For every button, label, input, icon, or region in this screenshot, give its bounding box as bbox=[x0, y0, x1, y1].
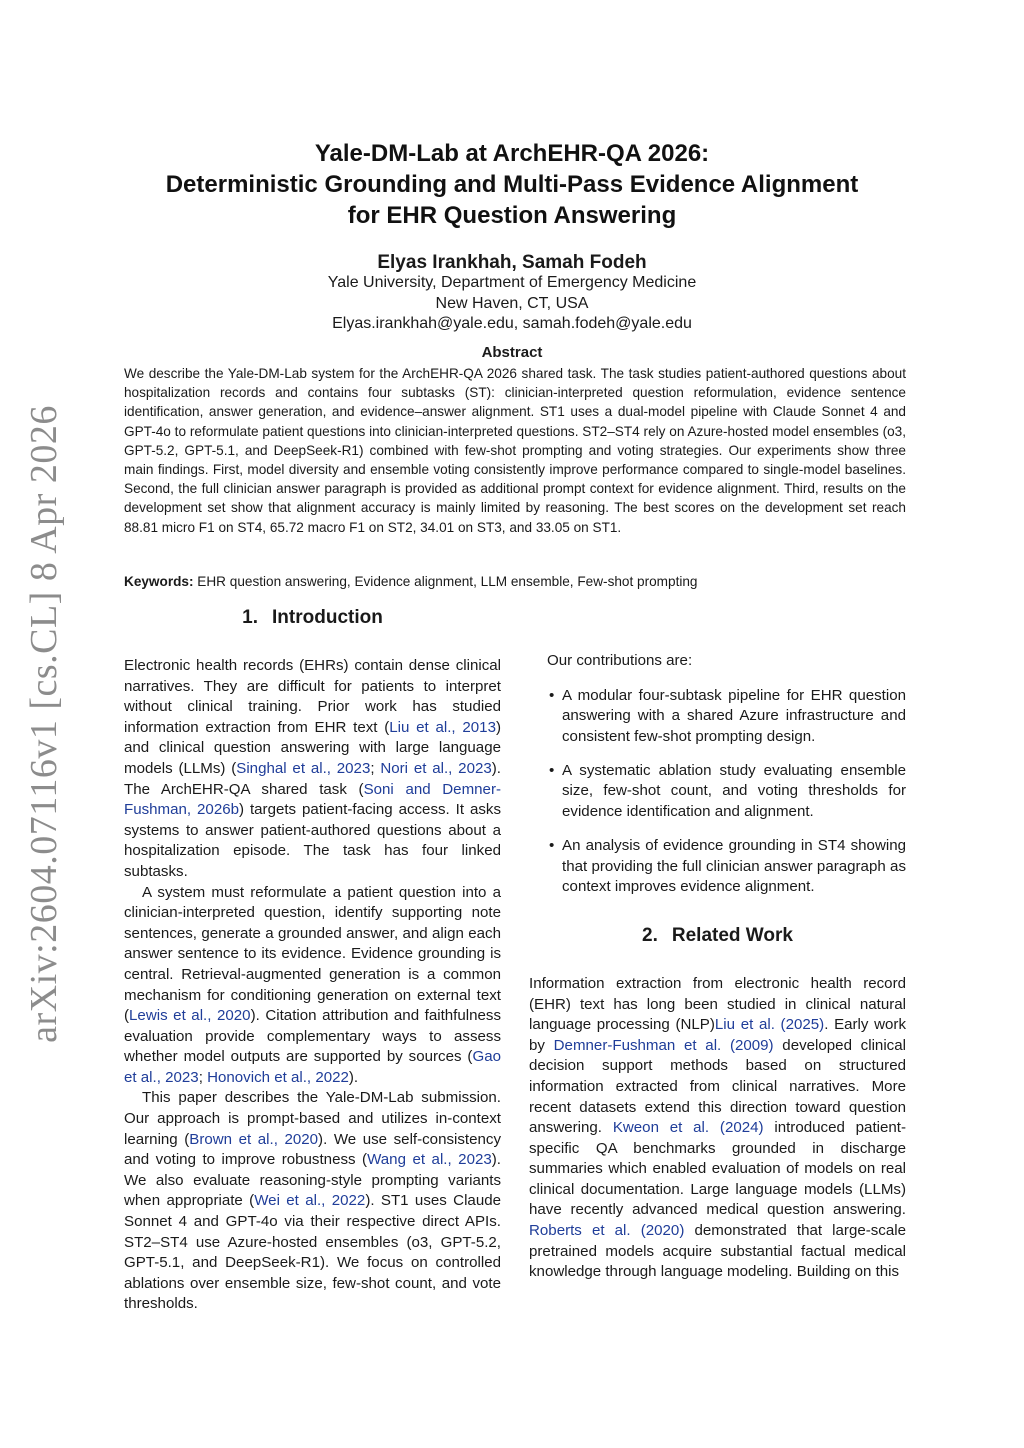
section-title: Introduction bbox=[272, 607, 383, 628]
authors: Elyas Irankhah, Samah Fodeh bbox=[377, 252, 647, 273]
affiliation-line: Yale University, Department of Emergency Medicine bbox=[327, 274, 697, 291]
abstract-heading: Abstract bbox=[481, 344, 543, 361]
citation-link[interactable]: Wei et al., 2022 bbox=[254, 1192, 366, 1210]
bullet-icon: • bbox=[549, 686, 555, 704]
section-heading-introduction bbox=[124, 606, 501, 630]
citation-link[interactable]: Kweon et al. (2024) bbox=[612, 1119, 764, 1137]
paper-title bbox=[112, 138, 912, 231]
bullet-icon: • bbox=[549, 761, 555, 779]
arxiv-identifier-text: arXiv:2604.07116v1 [cs.CL] 8 Apr 2026 bbox=[23, 405, 65, 1043]
citation-link[interactable]: Liu et al., 2013 bbox=[389, 718, 496, 736]
intro-paragraph-3: This paper describes the Yale-DM-Lab submission. Our approach is prompt-based and utilizes in-context learning (Brown et al., 2020). We use self-consistency and voting to improve robustness (Wang et al., 2023). We also evaluate reasoning-style prompting variants when appropriate (Wei et al., 2022). ST1 uses Claude Sonnet 4 and GPT-4o via their respective direct APIs. ST2–ST4 use Azure-hosted ensembles (o3, GPT-5.2, GPT-5.1, and DeepSeek-R1). We focus on controlled ablations over ensemble size, few-shot count, and vote thresholds. bbox=[124, 1089, 502, 1313]
right-column bbox=[529, 609, 906, 1283]
abstract-text: We describe the Yale-DM-Lab system for the ArchEHR-QA 2026 shared task. The task studies patient-authored questions about hospitalization records and contains four subtasks (ST): clinician-interpreted question reformulation, evidence sentence identification, answer generation, and evidence–answer alignment. ST1 uses a dual-model pipeline with Claude Sonnet 4 and GPT-4o to reformulate patient questions into clinician-interpreted questions. ST2–ST4 rely on Azure-hosted model ensembles (o3, GPT-5.2, GPT-5.1, and DeepSeek-R1) combined with few-shot prompting and voting strategies. Our experiments show three main findings. First, model diversity and ensemble voting consistently improve performance compared to single-model baselines. Second, the full clinician answer paragraph is provided as additional prompt context for evidence alignment. Third, results on the development set show that alignment accuracy is mainly limited by reasoning. The best scores on the development set reach 88.81 micro F1 on ST4, 65.72 macro F1 on ST2, 34.01 on ST3, and 33.05 on ST1. bbox=[124, 366, 906, 535]
section-number: 2. bbox=[642, 924, 658, 946]
section-title: Related Work bbox=[671, 924, 793, 946]
section-number: 1. bbox=[242, 607, 259, 628]
citation-link[interactable]: Lewis et al., 2020 bbox=[129, 1007, 251, 1025]
author-emails: Elyas.irankhah@yale.edu, samah.fodeh@yale.edu bbox=[332, 315, 692, 332]
intro-paragraph-1: Electronic health records (EHRs) contain dense clinical narratives. They are difficult for patients to interpret without clinical training. Prior work has studied information extraction from EHR text (Liu et al., 2013) and clinical question answering with large language models (LLMs) (Singhal et al., 2023; Nori et al., 2023). The ArchEHR-QA shared task (Soni and Demner-Fushman, 2026b) targets patient-facing access. It asks systems to answer patient-authored questions about a hospitalization episode. The task has four linked subtasks. bbox=[124, 657, 501, 880]
list-item: • An analysis of evidence grounding in ST4 showing that providing the full clinician answer paragraph as context improves evidence alignment. bbox=[549, 837, 906, 896]
intro-paragraph-2: A system must reformulate a patient question into a clinician-interpreted question, identify supporting note sentences, generate a grounded answer, and align each answer sentence to its evidence. Evidence grounding is central. Retrieval-augmented generation is a common mechanism for conditioning generation on external text (Lewis et al., 2020). Citation attribution and faithfulness evaluation provide complementary ways to assess whether model outputs are supported by sources (Gao et al., 2023; Honovich et al., 2022). bbox=[124, 883, 501, 1086]
list-item: • A modular four-subtask pipeline for EHR question answering with a shared Azure infrastructure and consistent few-shot prompting design. bbox=[549, 686, 906, 745]
citation-link[interactable]: Honovich et al., 2022 bbox=[207, 1068, 349, 1086]
citation-link[interactable]: Wang et al., 2023 bbox=[367, 1151, 492, 1169]
citation-link[interactable]: Brown et al., 2020 bbox=[189, 1130, 319, 1148]
title-line: Yale-DM-Lab at ArchEHR-QA 2026: bbox=[314, 140, 710, 167]
citation-link[interactable]: Roberts et al. (2020) bbox=[529, 1222, 685, 1240]
citation-link[interactable]: Soni and Demner-Fushman, 2026b bbox=[124, 780, 501, 819]
contributions-list bbox=[529, 686, 906, 898]
keywords bbox=[124, 572, 906, 591]
related-paragraph-1: Information extraction from electronic health record (EHR) text has long been studied in clinical natural language processing (NLP)Liu et al. (2025). Early work by Demner-Fushman et al. (2009) developed clinical decision support methods based on structured information extracted from clinical narratives. More recent datasets extend this direction toward question answering. Kweon et al. (2024) introduced patient-specific QA benchmarks grounded in discharge summaries which enabled evaluation of models on real clinical documentation. Large language models (LLMs) have recently advanced medical question answering. Roberts et al. (2020) demonstrated that large-scale pretrained models acquire substantial factual medical knowledge through language modeling. Building on this bbox=[529, 974, 907, 1281]
keywords-label: Keywords: bbox=[124, 574, 194, 589]
contributions-intro: Our contributions are: bbox=[547, 652, 693, 669]
citation-link[interactable]: Liu et al. (2025) bbox=[714, 1016, 825, 1034]
affiliation bbox=[112, 273, 912, 335]
section-heading-related-work bbox=[529, 924, 906, 948]
title-line: for EHR Question Answering bbox=[347, 202, 677, 229]
citation-link[interactable]: Singhal et al., 2023 bbox=[236, 759, 371, 777]
list-item: • A systematic ablation study evaluating ensemble size, few-shot count, and voting thresholds for evidence identification and alignment. bbox=[549, 761, 906, 821]
title-line: Deterministic Grounding and Multi-Pass Evidence Alignment bbox=[165, 171, 859, 198]
affiliation-line: New Haven, CT, USA bbox=[435, 294, 589, 312]
bullet-icon: • bbox=[549, 837, 555, 855]
citation-link[interactable]: Nori et al., 2023 bbox=[380, 759, 492, 777]
left-column bbox=[124, 598, 501, 1315]
citation-link[interactable]: Gao et al., 2023 bbox=[124, 1048, 501, 1086]
citation-link[interactable]: Demner-Fushman et al. (2009) bbox=[553, 1036, 774, 1054]
keywords-text: EHR question answering, Evidence alignment, LLM ensemble, Few-shot prompting bbox=[197, 574, 698, 589]
